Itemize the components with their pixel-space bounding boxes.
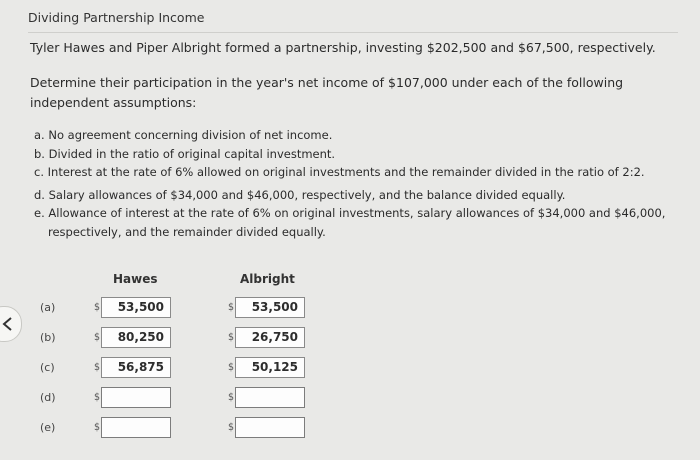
assumption-d: d. Salary allowances of $34,000 and $46,000, respectively, and the balance divided equally. <box>34 187 566 202</box>
dollar-sign: $ <box>94 422 101 433</box>
assumption-b: b. Divided in the ratio of original capital investment. <box>34 146 336 161</box>
title-divider <box>28 32 678 33</box>
dollar-sign: $ <box>94 302 101 313</box>
chevron-left-icon <box>0 307 21 341</box>
page-title: Dividing Partnership Income <box>28 10 205 25</box>
dollar-sign: $ <box>94 392 101 403</box>
dollar-sign: $ <box>228 302 235 313</box>
row-label-a: (a) <box>40 301 56 314</box>
dollar-sign: $ <box>94 362 101 373</box>
dollar-sign: $ <box>228 332 235 343</box>
row-label-c: (c) <box>40 361 55 374</box>
column-header-albright: Albright <box>240 272 295 286</box>
row-label-d: (d) <box>40 391 56 404</box>
assumption-e: e. Allowance of interest at the rate of 6% on original investments, salary allowances of $34,000 and $46,000, respectively, and the remainder divided equally. <box>34 206 666 239</box>
hawes-answer-d[interactable] <box>101 387 171 408</box>
row-label-b: (b) <box>40 331 56 344</box>
back-nav-button[interactable] <box>0 306 22 342</box>
albright-answer-e[interactable] <box>235 417 305 438</box>
problem-intro: Tyler Hawes and Piper Albright formed a partnership, investing $202,500 and $67,500, respectively. <box>30 40 656 55</box>
column-header-hawes: Hawes <box>113 272 158 286</box>
dollar-sign: $ <box>228 362 235 373</box>
hawes-answer-c[interactable]: 56,875 <box>101 357 171 378</box>
hawes-answer-a[interactable]: 53,500 <box>101 297 171 318</box>
albright-answer-d[interactable] <box>235 387 305 408</box>
hawes-answer-b[interactable]: 80,250 <box>101 327 171 348</box>
albright-answer-c[interactable]: 50,125 <box>235 357 305 378</box>
dollar-sign: $ <box>94 332 101 343</box>
hawes-answer-e[interactable] <box>101 417 171 438</box>
albright-answer-a[interactable]: 53,500 <box>235 297 305 318</box>
row-label-e: (e) <box>40 421 56 434</box>
problem-instructions: Determine their participation in the year's net income of $107,000 under each of the following independent assumptions: <box>30 75 624 110</box>
dollar-sign: $ <box>228 392 235 403</box>
assumption-a: a. No agreement concerning division of net income. <box>34 128 333 142</box>
albright-answer-b[interactable]: 26,750 <box>235 327 305 348</box>
assumption-c: c. Interest at the rate of 6% allowed on original investments and the remainder divided in the ratio of 2:2. <box>34 165 645 179</box>
assumption-list <box>34 126 666 241</box>
dollar-sign: $ <box>228 422 235 433</box>
